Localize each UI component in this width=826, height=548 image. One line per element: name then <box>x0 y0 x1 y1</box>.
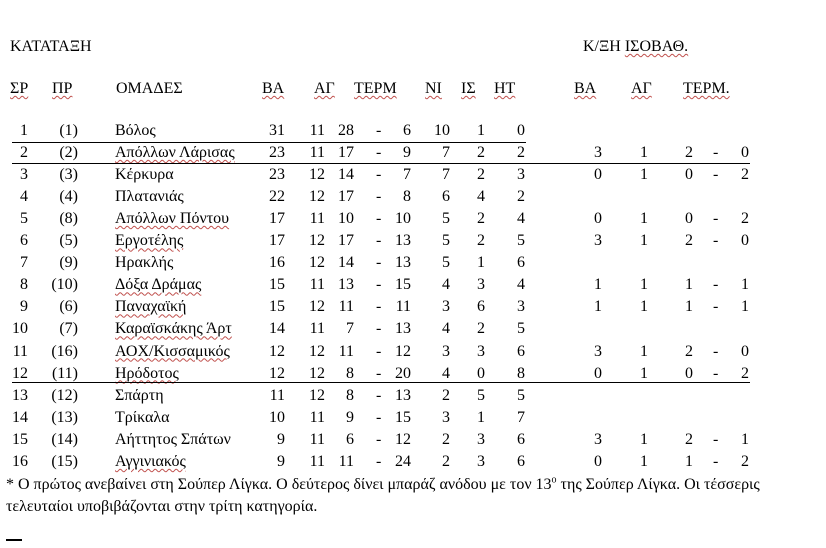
cell-gp: 11 <box>309 144 325 162</box>
cell-prev: (4) <box>59 188 78 206</box>
cell-goals-against: 24 <box>395 452 411 470</box>
cell-dash: - <box>376 276 382 294</box>
cell-pos: 15 <box>12 430 28 448</box>
cell-gp: 11 <box>309 122 325 139</box>
cell-pts: 16 <box>269 254 285 272</box>
tiebreak-dash: - <box>713 452 719 470</box>
tiebreak-dash: - <box>713 232 719 250</box>
cell-goals-for: 10 <box>338 210 354 228</box>
tiebreak-gp: 1 <box>640 364 648 382</box>
footnote <box>6 474 818 518</box>
tiebreak-goals-for: 0 <box>685 364 693 382</box>
cell-gp: 12 <box>309 342 325 360</box>
cell-goals-for: 11 <box>338 452 354 470</box>
cell-goals-against: 11 <box>395 298 411 316</box>
cell-prev: (15) <box>51 452 78 470</box>
cell-team: Παναχαϊκή <box>115 298 187 316</box>
cell-pos: 1 <box>20 122 28 139</box>
cell-draws: 1 <box>477 254 485 272</box>
cell-pos: 5 <box>20 210 28 228</box>
text-cursor <box>6 539 22 541</box>
tiebreak-dash: - <box>713 342 719 360</box>
cell-draws: 2 <box>477 320 485 338</box>
tiebreak-goals-against: 2 <box>741 452 749 470</box>
cell-prev: (8) <box>59 210 78 228</box>
cell-team: Σπάρτη <box>115 386 164 404</box>
cell-draws: 5 <box>477 386 485 404</box>
cell-goals-for: 28 <box>338 122 354 139</box>
cell-goals-for: 17 <box>338 144 354 162</box>
cell-goals-against: 9 <box>403 144 411 162</box>
cell-losses: 7 <box>517 408 525 426</box>
cell-team: Καραϊσκάκης Άρτ <box>115 320 232 338</box>
cell-goals-against: 15 <box>395 276 411 294</box>
divider-playoff <box>12 163 750 164</box>
cell-losses: 3 <box>517 298 525 316</box>
cell-prev: (9) <box>59 254 78 272</box>
tiebreak-pts: 0 <box>594 166 602 184</box>
cell-prev: (3) <box>59 166 78 184</box>
cell-goals-against: 10 <box>395 210 411 228</box>
cell-goals-against: 15 <box>395 408 411 426</box>
tiebreak-pts: 1 <box>594 298 602 316</box>
cell-dash: - <box>376 408 382 426</box>
cell-wins: 2 <box>442 386 450 404</box>
tiebreak-dash: - <box>713 166 719 184</box>
cell-prev: (10) <box>51 276 78 294</box>
cell-goals-against: 13 <box>395 254 411 272</box>
tiebreak-goals-against: 0 <box>741 342 749 360</box>
cell-gp: 11 <box>309 210 325 228</box>
cell-wins: 6 <box>442 188 450 206</box>
cell-pos: 9 <box>20 298 28 316</box>
cell-pts: 12 <box>269 364 285 382</box>
cell-team: Πλατανιάς <box>115 188 184 206</box>
tiebreak-goals-for: 0 <box>685 166 693 184</box>
tiebreak-goals-against: 1 <box>741 298 749 316</box>
cell-losses: 5 <box>517 232 525 250</box>
cell-draws: 3 <box>477 430 485 448</box>
cell-draws: 1 <box>477 122 485 139</box>
cell-dash: - <box>376 210 382 228</box>
cell-pts: 17 <box>269 232 285 250</box>
cell-losses: 5 <box>517 386 525 404</box>
tiebreak-goals-for: 2 <box>685 342 693 360</box>
cell-goals-against: 13 <box>395 320 411 338</box>
cell-draws: 3 <box>477 342 485 360</box>
cell-pos: 11 <box>12 342 28 360</box>
cell-team: Βόλος <box>115 122 156 139</box>
cell-gp: 12 <box>309 298 325 316</box>
tiebreak-goals-against: 1 <box>741 430 749 448</box>
cell-dash: - <box>376 144 382 162</box>
cell-team: Κέρκυρα <box>115 166 174 184</box>
tiebreak-pts: 3 <box>594 232 602 250</box>
cell-draws: 3 <box>477 276 485 294</box>
tiebreak-title: Κ/ΞΗ ΙΣΟΒΑΘ. <box>583 38 689 55</box>
cell-pts: 9 <box>277 430 285 448</box>
tiebreak-header-goals: ΤΕΡΜ. <box>683 80 730 97</box>
cell-goals-against: 13 <box>395 386 411 404</box>
cell-gp: 11 <box>309 430 325 448</box>
header-gp: ΑΓ <box>314 80 335 97</box>
cell-dash: - <box>376 298 382 316</box>
cell-draws: 0 <box>477 364 485 382</box>
tiebreak-dash: - <box>713 276 719 294</box>
cell-team: Απόλλων Λάρισας <box>115 144 235 162</box>
tiebreak-goals-for: 1 <box>685 298 693 316</box>
cell-pts: 22 <box>269 188 285 206</box>
cell-pts: 31 <box>269 122 285 139</box>
cell-team: Αήττητος Σπάτων <box>115 430 231 448</box>
tiebreak-gp: 1 <box>640 144 648 162</box>
tiebreak-goals-for: 0 <box>685 210 693 228</box>
header-goals: ΤΕΡΜ <box>354 80 397 97</box>
cell-losses: 5 <box>517 320 525 338</box>
cell-draws: 4 <box>477 188 485 206</box>
standings-title: ΚΑΤΑΤΑΞΗ <box>10 38 92 55</box>
cell-draws: 2 <box>477 232 485 250</box>
cell-gp: 11 <box>309 408 325 426</box>
cell-losses: 2 <box>517 144 525 162</box>
header-draws: ΙΣ <box>461 80 476 97</box>
cell-dash: - <box>376 122 382 139</box>
cell-wins: 7 <box>442 144 450 162</box>
cell-dash: - <box>376 320 382 338</box>
tiebreak-gp: 1 <box>640 342 648 360</box>
cell-prev: (2) <box>59 144 78 162</box>
tiebreak-goals-against: 2 <box>741 364 749 382</box>
cell-goals-against: 20 <box>395 364 411 382</box>
cell-gp: 12 <box>309 254 325 272</box>
header-prev: ΠΡ <box>52 80 73 97</box>
tiebreak-dash: - <box>713 430 719 448</box>
cell-wins: 3 <box>442 342 450 360</box>
cell-pts: 17 <box>269 210 285 228</box>
cell-pts: 23 <box>269 144 285 162</box>
cell-wins: 5 <box>442 254 450 272</box>
tiebreak-header-gp: ΑΓ <box>631 80 652 97</box>
cell-prev: (14) <box>51 430 78 448</box>
header-pts: ΒΑ <box>262 80 285 97</box>
cell-pos: 4 <box>20 188 28 206</box>
cell-team: Εργοτέλης <box>115 232 184 250</box>
cell-pts: 14 <box>269 320 285 338</box>
tiebreak-goals-for: 1 <box>685 452 693 470</box>
cell-dash: - <box>376 386 382 404</box>
cell-pos: 10 <box>12 320 28 338</box>
cell-prev: (5) <box>59 232 78 250</box>
cell-wins: 2 <box>442 430 450 448</box>
tiebreak-goals-for: 1 <box>685 276 693 294</box>
cell-wins: 4 <box>442 276 450 294</box>
tiebreak-dash: - <box>713 298 719 316</box>
cell-pos: 8 <box>20 276 28 294</box>
cell-pos: 13 <box>12 386 28 404</box>
tiebreak-gp: 1 <box>640 166 648 184</box>
cell-dash: - <box>376 166 382 184</box>
cell-losses: 3 <box>517 166 525 184</box>
cell-goals-for: 14 <box>338 166 354 184</box>
cell-pos: 2 <box>20 144 28 162</box>
cell-wins: 4 <box>442 364 450 382</box>
cell-wins: 3 <box>442 408 450 426</box>
cell-draws: 2 <box>477 210 485 228</box>
cell-dash: - <box>376 364 382 382</box>
cell-dash: - <box>376 452 382 470</box>
tiebreak-goals-against: 2 <box>741 166 749 184</box>
cell-wins: 4 <box>442 320 450 338</box>
cell-losses: 4 <box>517 276 525 294</box>
tiebreak-pts: 0 <box>594 210 602 228</box>
tiebreak-goals-against: 1 <box>741 276 749 294</box>
cell-prev: (13) <box>51 408 78 426</box>
cell-draws: 6 <box>477 298 485 316</box>
tiebreak-goals-for: 2 <box>685 232 693 250</box>
cell-gp: 12 <box>309 386 325 404</box>
cell-prev: (12) <box>51 386 78 404</box>
divider-top <box>12 142 526 143</box>
cell-losses: 6 <box>517 254 525 272</box>
tiebreak-gp: 1 <box>640 276 648 294</box>
cell-goals-for: 17 <box>338 188 354 206</box>
cell-goals-for: 8 <box>346 386 354 404</box>
cell-pos: 12 <box>12 364 28 382</box>
tiebreak-dash: - <box>713 144 719 162</box>
tiebreak-pts: 0 <box>594 452 602 470</box>
footnote-superscript: ο <box>551 474 557 486</box>
cell-goals-for: 6 <box>346 430 354 448</box>
tiebreak-goals-for: 2 <box>685 430 693 448</box>
cell-losses: 0 <box>517 122 525 139</box>
cell-losses: 6 <box>517 430 525 448</box>
cell-losses: 8 <box>517 364 525 382</box>
cell-team: Αγγινιακός <box>115 452 186 470</box>
tiebreak-goals-against: 2 <box>741 210 749 228</box>
tiebreak-pts: 3 <box>594 430 602 448</box>
cell-draws: 2 <box>477 166 485 184</box>
cell-wins: 7 <box>442 166 450 184</box>
tiebreak-gp: 1 <box>640 210 648 228</box>
cell-pos: 3 <box>20 166 28 184</box>
tiebreak-gp: 1 <box>640 452 648 470</box>
cell-prev: (7) <box>59 320 78 338</box>
tiebreak-gp: 1 <box>640 430 648 448</box>
cell-pts: 10 <box>269 408 285 426</box>
footnote-text-1: * Ο πρώτος ανεβαίνει στη Σούπερ Λίγκα. Ο δεύτερος δίνει μπαράζ ανόδου με τον 13 <box>6 476 552 493</box>
header-losses: ΗΤ <box>494 80 516 97</box>
cell-pos: 14 <box>12 408 28 426</box>
tiebreak-goals-against: 0 <box>741 144 749 162</box>
cell-gp: 12 <box>309 188 325 206</box>
cell-gp: 12 <box>309 364 325 382</box>
cell-goals-for: 8 <box>346 364 354 382</box>
cell-dash: - <box>376 232 382 250</box>
tiebreak-pts: 3 <box>594 342 602 360</box>
header-pos: ΣΡ <box>10 80 29 97</box>
footnote-text-2: της Σούπερ Λίγκα. Οι τέσσερις τελευταίοι υποβιβάζονται στην τρίτη κατηγορία. <box>6 476 760 515</box>
tiebreak-dash: - <box>713 210 719 228</box>
cell-gp: 11 <box>309 276 325 294</box>
cell-pts: 11 <box>269 386 285 404</box>
cell-goals-for: 11 <box>338 298 354 316</box>
cell-pos: 7 <box>20 254 28 272</box>
cell-losses: 2 <box>517 188 525 206</box>
cell-team: Δόξα Δράμας <box>115 276 202 294</box>
cell-pos: 16 <box>12 452 28 470</box>
cell-team: Τρίκαλα <box>115 408 170 426</box>
cell-team: Απόλλων Πόντου <box>115 210 230 228</box>
cell-goals-for: 17 <box>338 232 354 250</box>
tiebreak-dash: - <box>713 364 719 382</box>
cell-goals-against: 8 <box>403 188 411 206</box>
cell-draws: 2 <box>477 144 485 162</box>
tiebreak-gp: 1 <box>640 232 648 250</box>
tiebreak-goals-for: 2 <box>685 144 693 162</box>
cell-prev: (16) <box>51 342 78 360</box>
tiebreak-gp: 1 <box>640 298 648 316</box>
cell-pts: 15 <box>269 298 285 316</box>
header-wins: ΝΙ <box>425 80 442 97</box>
cell-dash: - <box>376 188 382 206</box>
cell-dash: - <box>376 254 382 272</box>
cell-team: ΑΟΧ/Κισσαμικός <box>115 342 230 360</box>
cell-goals-against: 13 <box>395 232 411 250</box>
cell-prev: (6) <box>59 298 78 316</box>
cell-pos: 6 <box>20 232 28 250</box>
cell-pts: 23 <box>269 166 285 184</box>
cell-prev: (1) <box>59 122 78 139</box>
cell-team: Ηρακλής <box>115 254 174 272</box>
cell-goals-against: 12 <box>395 342 411 360</box>
cell-goals-against: 7 <box>403 166 411 184</box>
cell-goals-against: 12 <box>395 430 411 448</box>
cell-goals-for: 13 <box>338 276 354 294</box>
cell-dash: - <box>376 430 382 448</box>
tiebreak-goals-against: 0 <box>741 232 749 250</box>
cell-losses: 6 <box>517 452 525 470</box>
tiebreak-pts: 0 <box>594 364 602 382</box>
cell-pts: 15 <box>269 276 285 294</box>
cell-team: Ηρόδοτος <box>115 364 179 382</box>
cell-goals-for: 7 <box>346 320 354 338</box>
cell-draws: 1 <box>477 408 485 426</box>
cell-prev: (11) <box>51 364 78 382</box>
cell-goals-for: 14 <box>338 254 354 272</box>
cell-wins: 3 <box>442 298 450 316</box>
cell-goals-against: 6 <box>403 122 411 139</box>
cell-wins: 2 <box>442 452 450 470</box>
cell-dash: - <box>376 342 382 360</box>
header-team: ΟΜΑΔΕΣ <box>116 80 183 97</box>
tiebreak-pts: 1 <box>594 276 602 294</box>
cell-goals-for: 11 <box>338 342 354 360</box>
cell-losses: 4 <box>517 210 525 228</box>
cell-gp: 11 <box>309 320 325 338</box>
cell-gp: 12 <box>309 166 325 184</box>
cell-gp: 12 <box>309 232 325 250</box>
tiebreak-header-pts: ΒΑ <box>574 80 597 97</box>
cell-goals-for: 9 <box>346 408 354 426</box>
cell-pts: 12 <box>269 342 285 360</box>
cell-gp: 11 <box>309 452 325 470</box>
tiebreak-pts: 3 <box>594 144 602 162</box>
cell-pts: 9 <box>277 452 285 470</box>
divider-relegation <box>12 382 750 383</box>
cell-wins: 5 <box>442 210 450 228</box>
cell-draws: 3 <box>477 452 485 470</box>
cell-wins: 10 <box>434 122 450 139</box>
cell-wins: 5 <box>442 232 450 250</box>
cell-losses: 6 <box>517 342 525 360</box>
